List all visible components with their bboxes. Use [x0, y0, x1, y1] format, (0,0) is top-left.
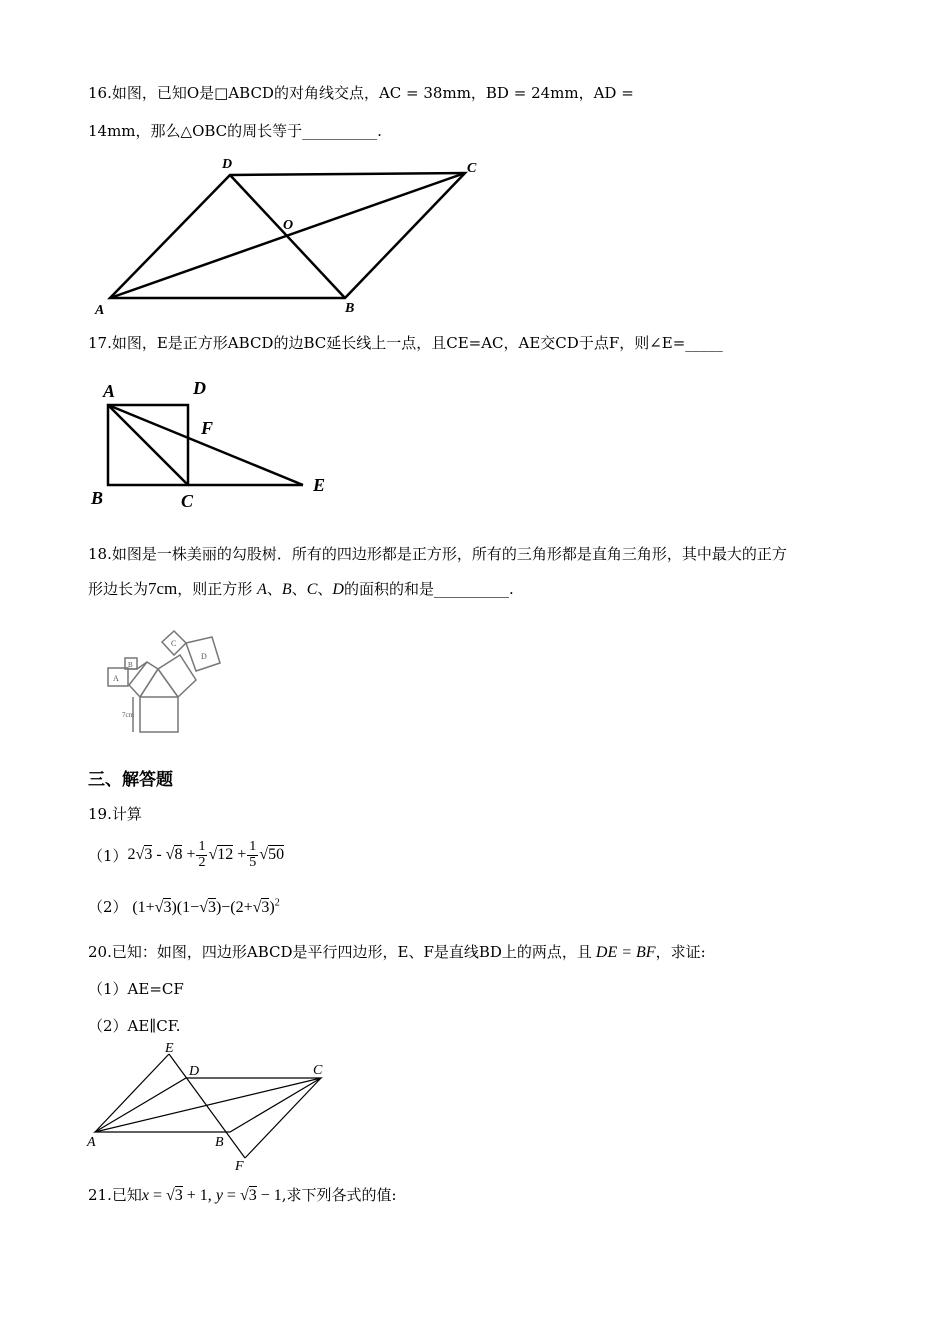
q20-part1: （1）AE=CF: [88, 980, 184, 998]
q19-part1: [88, 840, 284, 870]
q20-label-c: C: [313, 1063, 323, 1078]
q18-line2-mid: ，则正方形: [177, 580, 253, 598]
q16-label-d: D: [222, 157, 233, 172]
q17-line1: 17.如图，E是正方形ABCD的边BC延长线上一点，且CE=AC，AE交CD于点F，则∠E=_____: [88, 334, 723, 352]
q18-label-b: B: [281, 581, 292, 598]
q19-part1-expression: 2√3 - √8 + $\frac{1}{2}$ √12 + $\frac{1}{5}$ √50: [127, 839, 285, 870]
q20-condition: DE = BF: [595, 944, 656, 961]
q18-label-d: D: [332, 581, 344, 598]
q18-label-a: A: [257, 581, 267, 598]
q17-label-d: D: [193, 378, 206, 398]
q20-label-a: A: [87, 1135, 96, 1150]
q18-fig-label-len: 7cm: [122, 711, 135, 719]
q19-title: 19.计算: [88, 805, 142, 823]
q18-fig-label-c: C: [171, 639, 177, 648]
q20-label-d: D: [189, 1064, 200, 1079]
q21-post: ,求下列各式的值:: [281, 1186, 397, 1204]
q19-part2: [88, 896, 280, 917]
q17-square-figure: [85, 372, 345, 512]
q21-line: [88, 1184, 397, 1205]
q20-parallelogram-figure: [85, 1040, 345, 1175]
q16-label-a: A: [95, 303, 105, 318]
q18-pythagoras-tree-figure: [100, 625, 250, 740]
q18-line1: 18.如图是一株美丽的勾股树．所有的四边形都是正方形，所有的三角形都是直角三角形，其中最大的正方: [88, 545, 787, 563]
q18-line2-pre: 形边长为: [88, 580, 149, 598]
q16-line2: 14mm，那么△OBC的周长等于__________.: [88, 122, 382, 140]
q19-part2-expression: $(1+√3)(1-√3)-(2+√3)^2$: [132, 897, 280, 916]
q16-parallelogram-figure: [90, 155, 490, 320]
section-heading: 三、解答题: [88, 770, 173, 790]
q18-fig-label-b: B: [128, 661, 133, 669]
q20-label-b: B: [215, 1135, 224, 1150]
q18-line2-post: 的面积的和是__________.: [343, 580, 514, 598]
q16-line1: 16.如图，已知O是□ABCD的对角线交点，AC = 38mm，BD = 24mm，AD =: [88, 84, 634, 102]
q21-pre: 21.已知: [88, 1186, 142, 1204]
q20-part2: （2）AE∥CF.: [88, 1017, 181, 1035]
q18-line2: [88, 578, 514, 599]
q18-label-c: C: [306, 581, 318, 598]
q18-side-length: 7cm: [148, 579, 178, 598]
q19-part1-label: （1）: [88, 846, 128, 865]
q21-given: x = √3 + 1, y = √3 − 1: [141, 1187, 282, 1204]
q18-fig-label-d: D: [201, 652, 207, 661]
q18-sep-2: 、: [291, 580, 307, 598]
q20-label-e: E: [165, 1041, 174, 1056]
q20-line1-pre: 20.已知：如图，四边形ABCD是平行四边形，E、F是直线BD上的两点，且: [88, 943, 592, 961]
q18-fig-label-a: A: [113, 674, 119, 683]
q20-line1-post: ，求证:: [655, 943, 706, 961]
q16-label-c: C: [467, 161, 477, 176]
q18-sep-3: 、: [317, 580, 333, 598]
q20-label-f: F: [235, 1159, 244, 1174]
q16-label-b: B: [345, 301, 355, 316]
q19-part2-label: （2）: [88, 898, 128, 916]
q18-sep-1: 、: [266, 580, 282, 598]
q17-label-b: B: [91, 488, 104, 508]
q16-label-o: O: [283, 218, 294, 233]
q17-label-f: F: [201, 418, 214, 438]
q17-label-c: C: [181, 491, 194, 511]
q20-line1: [88, 941, 706, 962]
q17-label-e: E: [313, 475, 326, 495]
q17-label-a: A: [103, 381, 116, 401]
